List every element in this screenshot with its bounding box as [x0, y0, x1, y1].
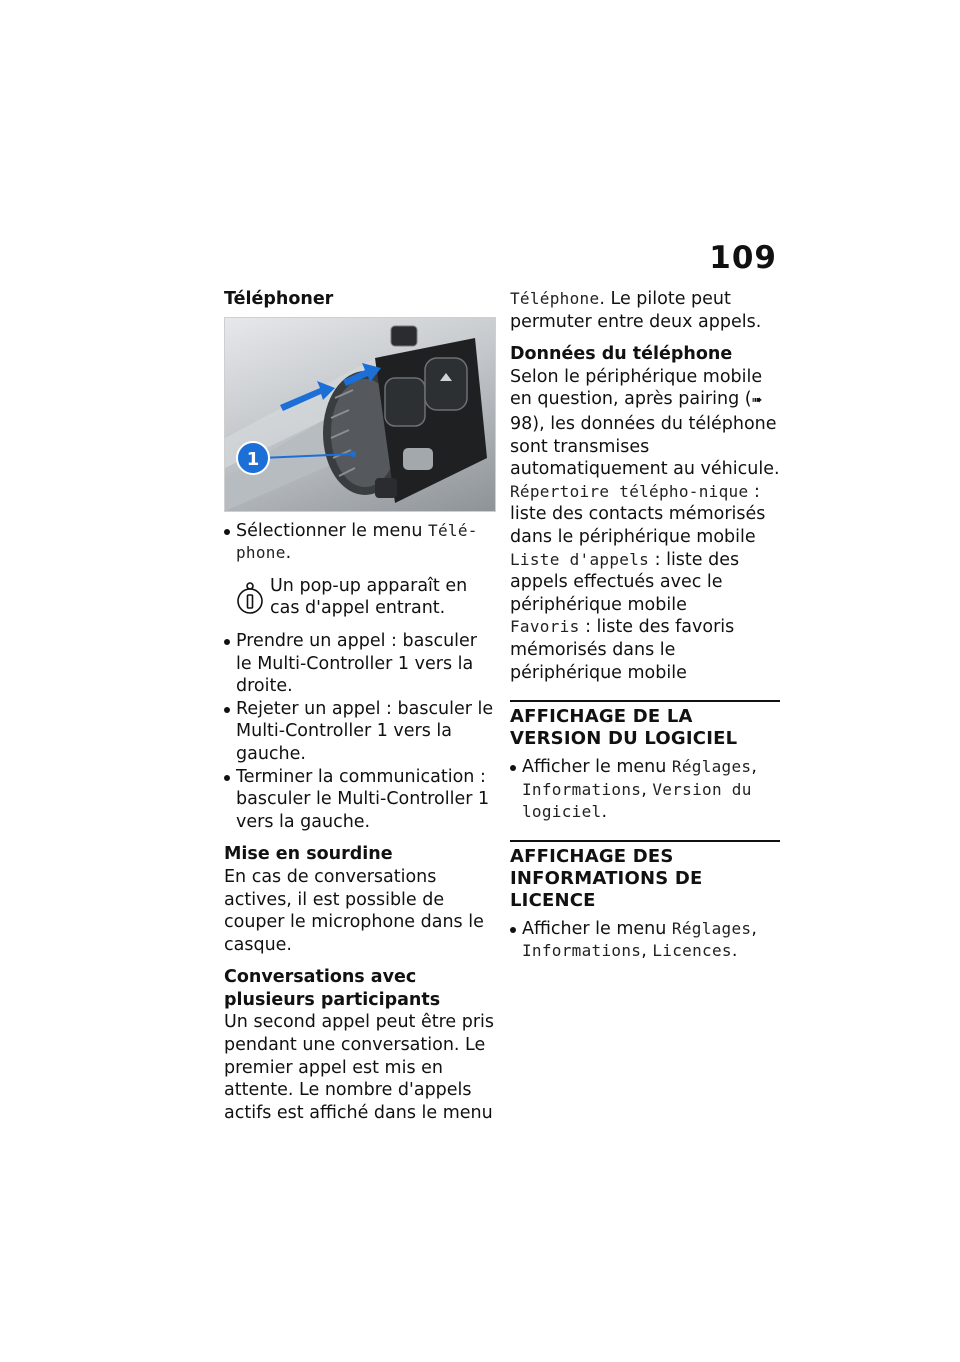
bullet-show-licenses: Afficher le menu Réglages, Informations, Licences. — [510, 918, 780, 963]
phone-data-paragraph: Selon le périphérique mobile en question, après pairing (➠ 98), les données du téléphone sont transmises automatiquement au véhicule. — [510, 366, 780, 480]
version-steps — [510, 756, 780, 824]
call-actions-list — [224, 630, 496, 833]
handlebar-controller-illustration — [225, 318, 495, 511]
multi-party-paragraph: Un second appel peut être pris pendant une conversation. Le premier appel est mis en attente. Le nombre d'appels actifs est affiché dans le menu — [224, 1012, 495, 1123]
call-list-item: Liste d'appels : liste des appels effectués avec le périphérique mobile — [510, 549, 740, 615]
menu-settings: Réglages — [671, 757, 752, 777]
info-note-icon — [236, 581, 264, 617]
menu-favorites: Favoris — [510, 617, 580, 637]
section-title-license: AFFICHAGE DES INFORMATIONS DE LICENCE — [510, 845, 703, 911]
bullet-answer-call: Prendre un appel : basculer le Multi-Controller 1 vers la droite. — [224, 630, 496, 698]
bullet-end-call: Terminer la communication : basculer le Multi-Controller 1 vers la gauche. — [224, 766, 496, 834]
phonebook-item: Répertoire télépho-nique : liste des contacts mémorisés dans le périphérique mobile — [510, 481, 766, 547]
license-steps — [510, 918, 780, 963]
menu-information: Informations — [522, 779, 642, 799]
select-menu-list — [224, 520, 496, 565]
page-number: 109 — [709, 240, 777, 276]
left-column — [224, 288, 496, 1134]
heading-phone-data: Données du téléphone — [510, 344, 733, 365]
handlebar-controller-figure — [224, 317, 496, 512]
bullet-select-menu: Sélectionner le menu Télé-phone. — [224, 520, 496, 565]
mute-paragraph: En cas de conversations actives, il est possible de couper le microphone dans le casque. — [224, 866, 484, 955]
menu-telephone: Télé-phone — [236, 520, 478, 563]
favorites-item: Favoris : liste des favoris mémorisés dans le périphérique mobile — [510, 617, 735, 683]
heading-multi-party: Conversations avec plusieurs participants — [224, 967, 441, 1010]
menu-software-version: Version du logiciel — [522, 779, 752, 822]
section-divider-license — [510, 840, 780, 842]
section-divider-version — [510, 700, 780, 702]
section-title-version: AFFICHAGE DE LA VERSION DU LOGICIEL — [510, 706, 738, 750]
note-text: Un pop-up apparaît en cas d'appel entrant. — [270, 575, 468, 619]
bullet-reject-call: Rejeter un appel : basculer le Multi-Controller 1 vers la gauche. — [224, 698, 496, 766]
menu-telephone-ref: Téléphone — [510, 289, 600, 308]
menu-licenses: Licences — [652, 941, 732, 961]
continued-paragraph: Téléphone. Le pilote peut permuter entre deux appels. — [510, 289, 762, 332]
heading-mute: Mise en sourdine — [224, 844, 393, 865]
right-column — [510, 288, 780, 973]
figure-callout-1: 1 — [246, 448, 260, 470]
menu-information-2: Informations — [522, 941, 642, 961]
menu-phonebook: Répertoire télépho-nique — [510, 481, 749, 501]
page-reference-arrow-icon: ➠ — [751, 393, 763, 409]
menu-settings-2: Réglages — [671, 918, 752, 938]
menu-call-list: Liste d'appels — [510, 549, 650, 569]
heading-telephoner: Téléphoner — [224, 289, 334, 309]
note-block — [236, 575, 496, 620]
bullet-show-version: Afficher le menu Réglages, Informations, Version du logiciel. — [510, 756, 780, 824]
